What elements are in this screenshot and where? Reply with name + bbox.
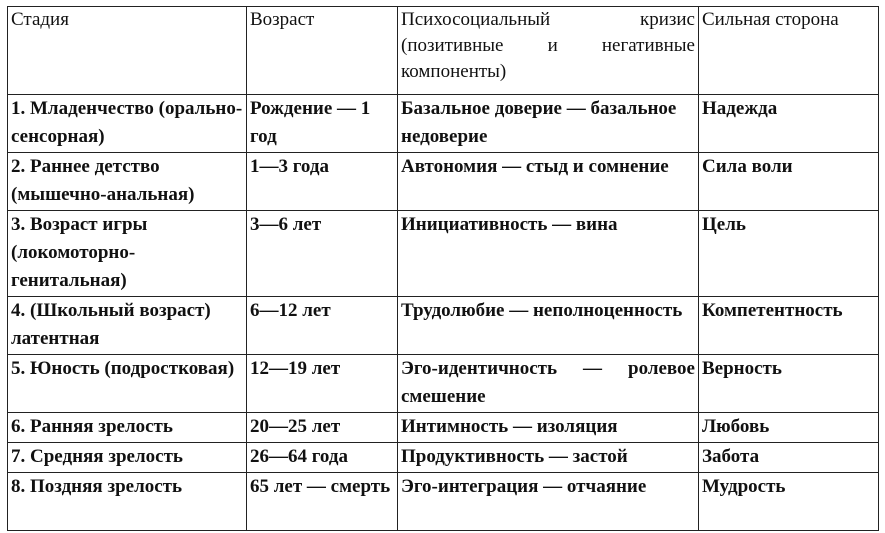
erikson-stages-table xyxy=(7,6,879,531)
cell-strength: Мудрость xyxy=(699,473,879,531)
cell-crisis: Эго-интеграция — отчаяние xyxy=(398,473,699,531)
cell-strength: Забота xyxy=(699,443,879,473)
cell-stage: 5. Юность (подростковая) xyxy=(8,355,247,413)
cell-crisis: Базальное доверие — базальное недоверие xyxy=(398,95,699,153)
cell-strength: Любовь xyxy=(699,413,879,443)
cell-crisis: Автономия — стыд и сомнение xyxy=(398,153,699,211)
cell-stage: 4. (Школьный возраст) латентная xyxy=(8,297,247,355)
cell-stage: 7. Средняя зрелость xyxy=(8,443,247,473)
cell-age: 3—6 лет xyxy=(247,211,398,297)
table-row xyxy=(8,443,879,473)
table-row xyxy=(8,153,879,211)
table-row xyxy=(8,473,879,531)
cell-stage: 1. Младенчество (орально-сенсорная) xyxy=(8,95,247,153)
header-crisis: Психосоциальный кризис (позитивные и негативные компоненты) xyxy=(398,7,699,95)
cell-crisis: Продуктивность — застой xyxy=(398,443,699,473)
cell-age: Рождение — 1 год xyxy=(247,95,398,153)
cell-strength: Надежда xyxy=(699,95,879,153)
cell-strength: Компетентность xyxy=(699,297,879,355)
cell-stage: 3. Возраст игры (локомоторно-генитальная) xyxy=(8,211,247,297)
table-row xyxy=(8,211,879,297)
cell-stage: 8. Поздняя зрелость xyxy=(8,473,247,531)
header-stage: Стадия xyxy=(8,7,247,95)
table-row xyxy=(8,413,879,443)
header-strength: Сильная сторона xyxy=(699,7,879,95)
cell-stage: 2. Раннее детство (мышечно-анальная) xyxy=(8,153,247,211)
header-age: Возраст xyxy=(247,7,398,95)
cell-crisis: Интимность — изоляция xyxy=(398,413,699,443)
cell-age: 65 лет — смерть xyxy=(247,473,398,531)
cell-age: 20—25 лет xyxy=(247,413,398,443)
table-row xyxy=(8,355,879,413)
table-header-row xyxy=(8,7,879,95)
table-row xyxy=(8,297,879,355)
cell-strength: Верность xyxy=(699,355,879,413)
cell-crisis: Трудолюбие — неполноценность xyxy=(398,297,699,355)
cell-age: 26—64 года xyxy=(247,443,398,473)
cell-strength: Сила воли xyxy=(699,153,879,211)
cell-age: 12—19 лет xyxy=(247,355,398,413)
cell-stage: 6. Ранняя зрелость xyxy=(8,413,247,443)
cell-age: 6—12 лет xyxy=(247,297,398,355)
cell-age: 1—3 года xyxy=(247,153,398,211)
cell-strength: Цель xyxy=(699,211,879,297)
cell-crisis: Инициативность — вина xyxy=(398,211,699,297)
cell-crisis: Эго-идентичность — ролевое смешение xyxy=(398,355,699,413)
table-row xyxy=(8,95,879,153)
